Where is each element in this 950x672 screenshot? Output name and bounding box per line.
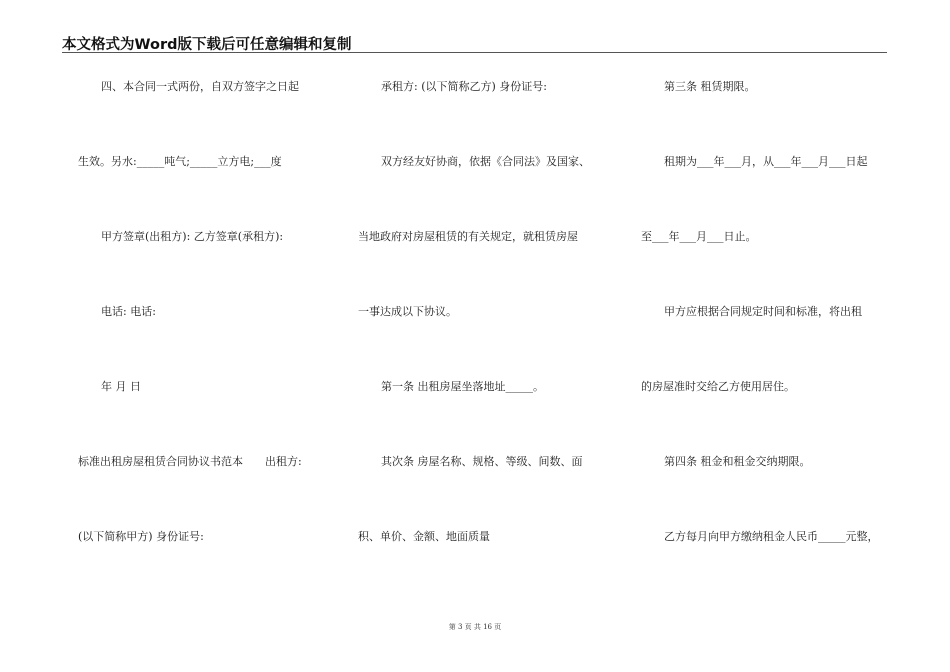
col1-line-4: 电话: 电话: [101,305,156,318]
col2-line-2: 双方经友好协商，依据《合同法》及国家、 [381,155,590,168]
col3-line-1: 第三条 租赁期限。 [664,80,756,93]
col2-line-6: 其次条 房屋名称、规格、等级、间数、面 [381,455,583,468]
col1-line-5: 年 月 日 [101,380,141,393]
col1-line-2: 生效。另水:_____吨气;_____立方电;___度 [78,155,282,168]
page-number: 第 3 页 共 16 页 [448,623,502,631]
col1-line-7: (以下简称甲方) 身份证号: [78,530,204,543]
col3-line-4: 甲方应根据合同规定时间和标准，将出租 [664,305,862,318]
col2-line-3: 当地政府对房屋租赁的有关规定，就租赁房屋 [358,230,578,243]
col2-line-5: 第一条 出租房屋坐落地址_____。 [381,380,544,393]
document-header: 本文格式为Word版下载后可任意编辑和复制 [62,37,352,53]
col1-line-1: 四、本合同一式两份，自双方签字之日起 [101,80,299,93]
col2-line-1: 承租方: (以下简称乙方) 身份证号: [381,80,547,93]
col3-line-2: 租期为___年___月，从___年___月___日起 [664,155,868,168]
col3-line-3: 至___年___月___日止。 [641,230,757,243]
col3-line-6: 第四条 租金和租金交纳期限。 [664,455,811,468]
col3-line-5: 的房屋准时交给乙方使用居住。 [641,380,795,393]
col2-line-7: 积、单价、金额、地面质量 [358,530,490,543]
header-rule [62,52,887,53]
col2-line-4: 一事达成以下协议。 [358,305,457,318]
col3-line-7: 乙方每月向甲方缴纳租金人民币_____元整， [664,530,879,543]
col1-line-6: 标准出租房屋租赁合同协议书范本 出租方: [78,455,302,468]
col1-line-3: 甲方签章(出租方): 乙方签章(承租方): [101,230,284,243]
